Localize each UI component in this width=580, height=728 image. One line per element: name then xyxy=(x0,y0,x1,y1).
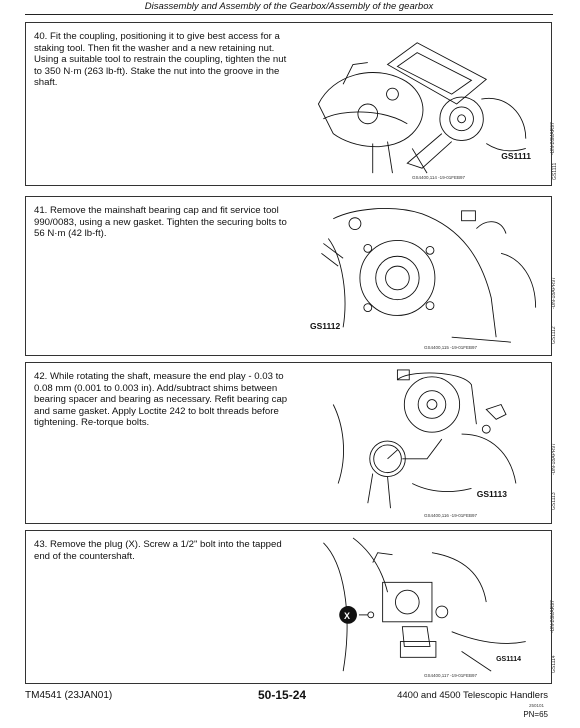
step-41-panel xyxy=(25,196,558,356)
side-code: -UN-26MAR97 xyxy=(550,600,557,633)
step-42-panel xyxy=(25,362,558,524)
figure-code: GS4400,117 -19-01FEB97 xyxy=(424,673,477,678)
figure-code: GS4400,114 -19-01FEB97 xyxy=(412,175,465,180)
footer-product: 4400 and 4500 Telescopic Handlers xyxy=(397,690,548,701)
header-title: Disassembly and Assembly of the Gearbox/Assembly of the gearbox xyxy=(144,1,434,12)
step-41-text: 41. Remove the mainshaft bearing cap and fit service tool 990/0083, using a new gasket. Tighten the securing bolts to 56 N·m (42 lb-ft). xyxy=(34,205,287,240)
step-43-text: 43. Remove the plug (X). Screw a 1/2" bolt into the tapped end of the countershaft. xyxy=(34,539,282,562)
step-40-panel xyxy=(25,22,558,186)
figure-code: GS4400,116 -19-01FEB97 xyxy=(424,513,477,518)
step-43-panel xyxy=(25,530,558,684)
footer-page-number: 50-15-24 xyxy=(258,688,307,702)
figure-gs1112 xyxy=(310,199,558,353)
step-42-text: 42. While rotating the shaft, measure the end play - 0.03 to 0.08 mm (0.001 to 0.003 in). Add/subtract shims between bearing spacer and bearing as necessary. Refit bearing cap and same gasket. Apply Loctite 242 to bolt threads before tightening. Re-torque bolts. xyxy=(34,371,288,429)
end-play-measurement-illustration xyxy=(312,365,547,521)
figure-gs1111 xyxy=(312,25,558,183)
side-code: -UN-26MAR97 xyxy=(550,122,557,155)
figure-label: GS1112 xyxy=(310,321,341,331)
figure-gs1114 xyxy=(312,533,558,681)
figure-label: GS1114 xyxy=(496,656,521,663)
side-code-2: GS1113 xyxy=(551,492,558,510)
side-code: -UN-18APR97 xyxy=(551,277,558,309)
figure-label: GS1111 xyxy=(501,151,531,161)
bearing-cap-illustration xyxy=(312,199,547,353)
step-40-text: 40. Fit the coupling, positioning it to give best access for a staking tool. Then fit the washer and a new retaining nut. Using a suitable tool to restrain the coupling, tighten the nut to 350 N·m (263 lb-ft). Stake the nut into the groove in the shaft. xyxy=(34,31,287,89)
page-header xyxy=(25,0,553,15)
figure-code: GS4400,115 -19-01FEB97 xyxy=(424,345,477,350)
callout-x-label: X xyxy=(344,611,351,621)
side-code-2: GS1112 xyxy=(551,326,558,344)
side-code: -UN-18APR97 xyxy=(551,443,558,475)
footer-pn: PN=65 xyxy=(523,710,548,719)
side-code-2: GS1111 xyxy=(551,162,558,180)
footer-doc-number: TM4541 (23JAN01) xyxy=(25,690,113,701)
figure-label: GS1113 xyxy=(476,489,507,499)
figure-gs1113 xyxy=(312,365,558,521)
side-code-2: GS1114 xyxy=(551,655,558,673)
footer-small-code: 250101 xyxy=(528,703,544,708)
